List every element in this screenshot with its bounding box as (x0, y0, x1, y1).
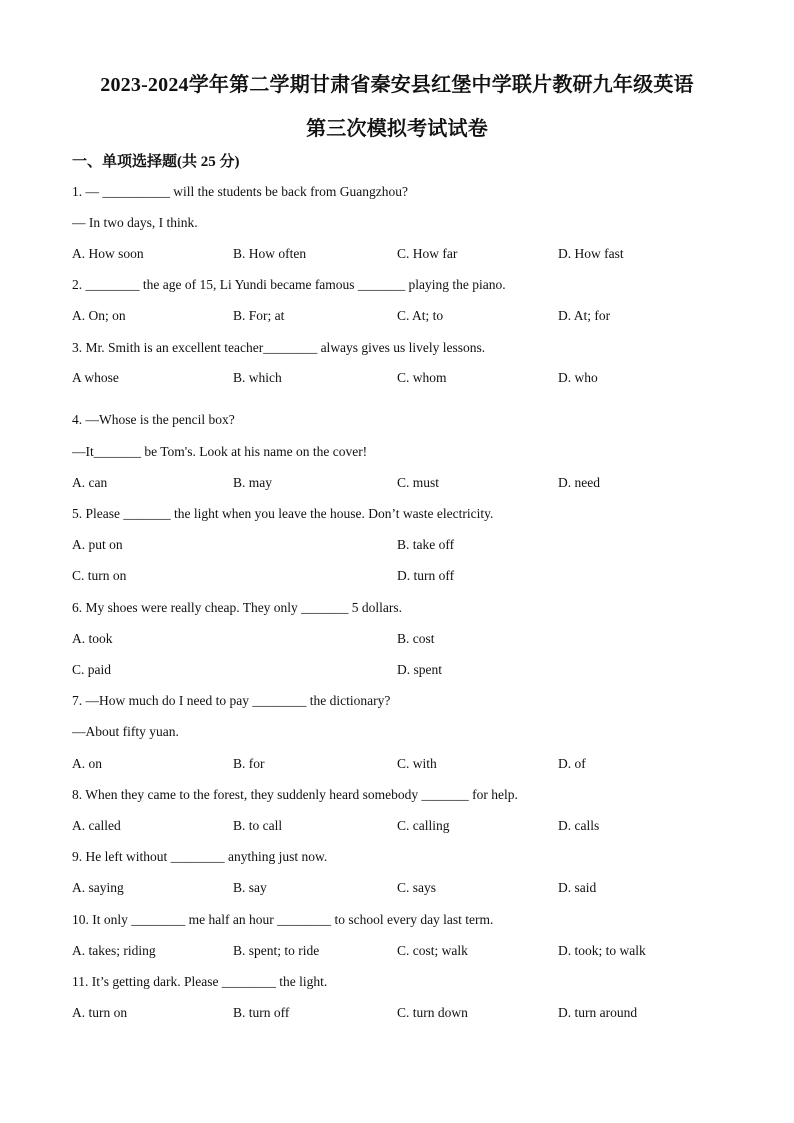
question-9-stem: 9. He left without ________ anything just now. (72, 849, 328, 864)
question-4-option-c: C. must (397, 475, 440, 490)
question-2-stem: 2. ________ the age of 15, Li Yundi became famous _______ playing the piano. (72, 277, 506, 292)
question-9-option-a: A. saying (72, 880, 124, 895)
question-4-option-a: A. can (72, 475, 108, 490)
question-2-option-a: A. On; on (72, 308, 126, 323)
question-7-stem: 7. —How much do I need to pay ________ the dictionary? (72, 693, 391, 708)
question-5-option-b: B. take off (397, 537, 455, 552)
exam-title-line2: 第三次模拟考试试卷 (306, 118, 488, 140)
question-8-option-d: D. calls (558, 818, 600, 833)
question-6-option-b: B. cost (397, 631, 435, 646)
question-1-option-b: B. How often (233, 246, 307, 261)
question-9-option-d: D. said (558, 880, 597, 895)
question-8-stem: 8. When they came to the forest, they suddenly heard somebody _______ for help. (72, 787, 518, 802)
question-1-option-a: A. How soon (72, 246, 144, 261)
question-11-option-c: C. turn down (397, 1005, 468, 1020)
question-8-option-a: A. called (72, 818, 121, 833)
question-7-option-d: D. of (558, 756, 586, 771)
question-3-stem: 3. Mr. Smith is an excellent teacher________ always gives us lively lessons. (72, 340, 486, 355)
question-3-option-b: B. which (233, 370, 282, 385)
question-2-option-b: B. For; at (233, 308, 285, 323)
question-5-option-c: C. turn on (72, 568, 127, 583)
question-5-option-d: D. turn off (397, 568, 455, 583)
question-4-stem: 4. —Whose is the pencil box? (72, 412, 235, 427)
question-9-option-c: C. says (397, 880, 437, 895)
question-6-option-c: C. paid (72, 662, 111, 677)
question-5-stem: 5. Please _______ the light when you leave the house. Don’t waste electricity. (72, 506, 494, 521)
question-6-stem: 6. My shoes were really cheap. They only _______ 5 dollars. (72, 600, 403, 615)
question-1-response: — In two days, I think. (72, 215, 198, 230)
question-7-response: —About fifty yuan. (72, 724, 179, 739)
question-5-option-a: A. put on (72, 537, 123, 552)
question-3-option-d: D. who (558, 370, 598, 385)
question-10-option-b: B. spent; to ride (233, 943, 320, 958)
question-8-option-c: C. calling (397, 818, 450, 833)
question-2-option-d: D. At; for (558, 308, 611, 323)
question-6-option-d: D. spent (397, 662, 442, 677)
question-6-option-a: A. took (72, 631, 113, 646)
question-2-option-c: C. At; to (397, 308, 444, 323)
question-10-option-a: A. takes; riding (72, 943, 156, 958)
section-heading: 一、单项选择题(共 25 分) (72, 154, 240, 170)
question-11-option-b: B. turn off (233, 1005, 290, 1020)
exam-title-line1: 2023-2024学年第二学期甘肃省秦安县红堡中学联片教研九年级英语 (100, 74, 694, 96)
question-9-option-b: B. say (233, 880, 267, 895)
question-1-stem: 1. — __________ will the students be back from Guangzhou? (72, 184, 408, 199)
question-1-option-c: C. How far (397, 246, 458, 261)
question-11-option-d: D. turn around (558, 1005, 638, 1020)
question-7-option-a: A. on (72, 756, 102, 771)
question-4-option-b: B. may (233, 475, 272, 490)
question-11-stem: 11. It’s getting dark. Please ________ the light. (72, 974, 328, 989)
question-8-option-b: B. to call (233, 818, 283, 833)
question-10-option-c: C. cost; walk (397, 943, 468, 958)
question-3-option-c: C. whom (397, 370, 447, 385)
question-3-option-a: A whose (72, 370, 119, 385)
question-4-response: —It_______ be Tom's. Look at his name on the cover! (72, 444, 368, 459)
question-4-option-d: D. need (558, 475, 600, 490)
question-7-option-c: C. with (397, 756, 437, 771)
question-10-stem: 10. It only ________ me half an hour ________ to school every day last term. (72, 912, 494, 927)
question-11-option-a: A. turn on (72, 1005, 128, 1020)
question-10-option-d: D. took; to walk (558, 943, 646, 958)
question-1-option-d: D. How fast (558, 246, 624, 261)
question-7-option-b: B. for (233, 756, 265, 771)
